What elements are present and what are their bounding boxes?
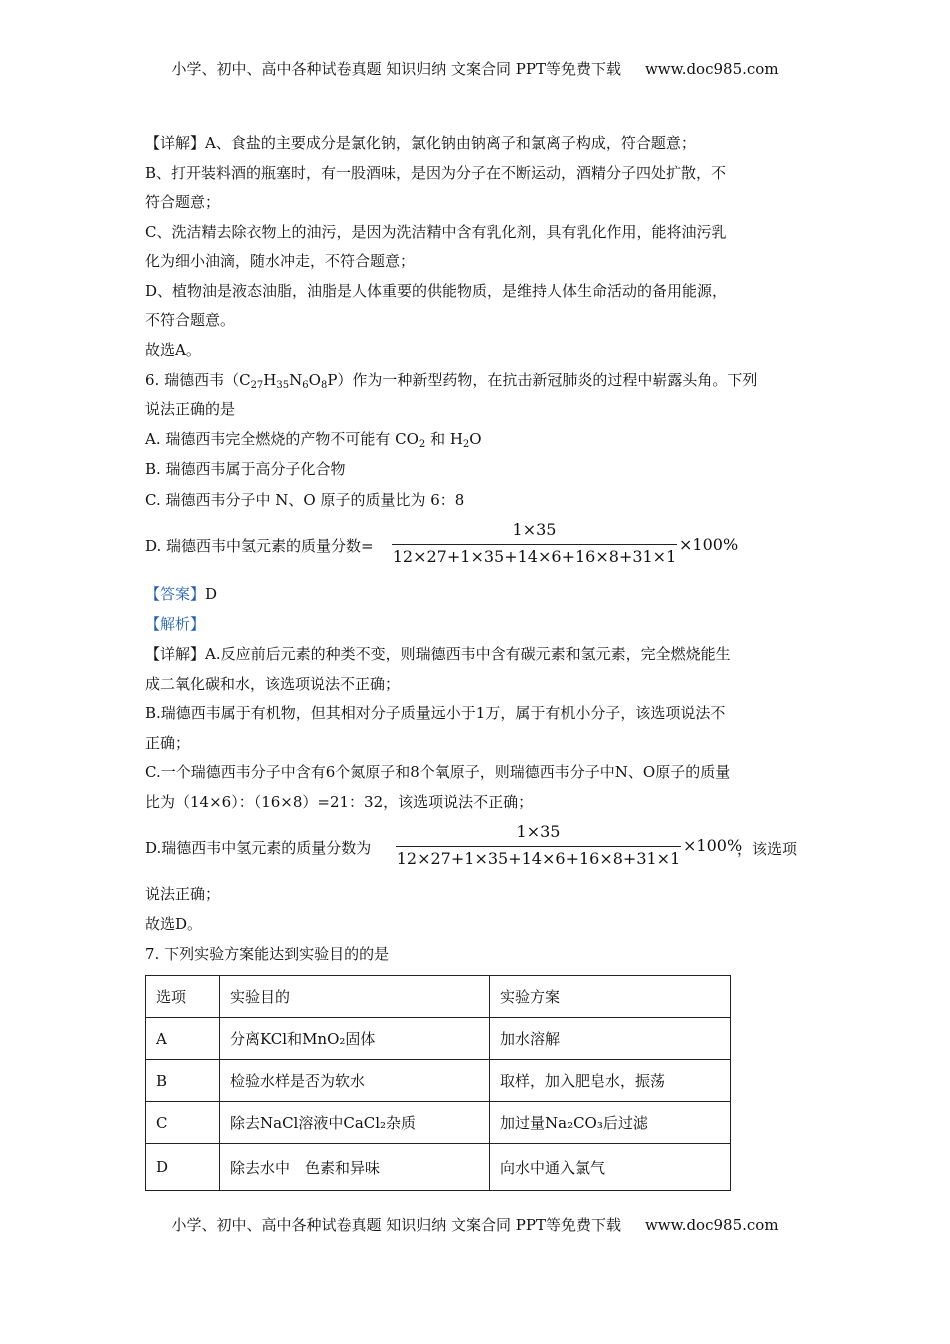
q6-stem-suffix: ）作为一种新型药物，在抗击新冠肺炎的过程中崭露头角。下列 (337, 371, 758, 389)
q6-explain-a1 (145, 644, 731, 664)
table-cell: A (146, 1018, 220, 1060)
detail-tag: 【详解】 (145, 645, 206, 663)
q5-b1: B、打开装料酒的瓶塞时，有一股酒味，是因为分子在不断运动，酒精分子四处扩散，不 (145, 164, 727, 182)
answer-tag: 【答案】 (145, 585, 206, 603)
table-header-row (146, 976, 731, 1018)
fraction-bar (392, 544, 677, 545)
q6-answer (145, 584, 217, 604)
fraction-numerator: 1×35 (516, 822, 561, 841)
page-footer (0, 1214, 950, 1235)
fraction-denominator: 12×27+1×35+14×6+16×8+31×1 (392, 547, 677, 566)
q7-table (145, 975, 731, 1191)
q6-option-b: B. 瑞德西韦属于高分子化合物 (145, 460, 346, 478)
q6-explain-b2: 正确； (145, 734, 191, 752)
table-cell: 加过量Na₂CO₃后过滤 (490, 1102, 731, 1144)
table-cell: 除去NaCl溶液中CaCl₂杂质 (220, 1102, 490, 1144)
q5-c2: 化为细小油滴，随水冲走，不符合题意； (145, 252, 416, 270)
header-cell: 实验目的 (220, 976, 490, 1018)
q6-explain-b1: B.瑞德西韦属于有机物，但其相对分子质量远小于1万，属于有机小分子，该选项说法不 (145, 704, 726, 722)
q6-explain-d-fraction (396, 822, 681, 872)
q5-d2: 不符合题意。 (145, 311, 236, 329)
fraction-numerator: 1×35 (512, 520, 557, 539)
table-cell: D (146, 1144, 220, 1191)
footer-site: www.doc985.com (644, 1216, 779, 1234)
q6-option-d-fraction (392, 520, 677, 570)
q6-explain-d-percent: ×100% (683, 836, 743, 855)
q6-explain-d2: 说法正确； (145, 885, 221, 903)
table-cell: B (146, 1060, 220, 1102)
q6-explain-d-pre: D.瑞德西韦中氢元素的质量分数为 (145, 839, 372, 857)
footer-text: 小学、初中、高中各种试卷真题 知识归纳 文案合同 PPT等免费下载 (171, 1216, 621, 1234)
page-header (0, 58, 950, 79)
header-cell: 选项 (146, 976, 220, 1018)
table-cell: 分离KCl和MnO₂固体 (220, 1018, 490, 1060)
q6-analysis-tag: 【解析】 (145, 615, 206, 633)
header-text: 小学、初中、高中各种试卷真题 知识归纳 文案合同 PPT等免费下载 (171, 60, 621, 78)
q5-c1: C、洗洁精去除衣物上的油污，是因为洗洁精中含有乳化剂，具有乳化作用，能将油污乳 (145, 223, 727, 241)
header-cell: 实验方案 (490, 976, 731, 1018)
answer-value: D (205, 585, 218, 603)
q6-option-c: C. 瑞德西韦分子中 N、O 原子的质量比为 6：8 (145, 491, 465, 509)
table-cell: 检验水样是否为软水 (220, 1060, 490, 1102)
header-site: www.doc985.com (644, 60, 779, 78)
q6-stem-1-full: 6. 瑞德西韦$(C_{27}H_{35}N_6O_8P)$作为一种新型药物，在抗击新冠肺炎的过程中崭露头角。下列 (145, 371, 758, 391)
q6-option-a: A. 瑞德西韦完全燃烧的产物不可能有 $CO_2$ 和 $H_2O$ (145, 430, 482, 450)
q6-explain-d-post: ，该选项 (737, 840, 798, 858)
table-row (146, 1144, 731, 1191)
q6-option-d: D. 瑞德西韦中氢元素的质量分数= (145, 537, 374, 555)
q6-conclusion: 故选D。 (145, 915, 203, 933)
opt-a-end: O (469, 430, 482, 448)
q5-detail-a (145, 133, 696, 153)
q7-stem: 7. 下列实验方案能达到实验目的的是 (145, 945, 390, 963)
q5-b2: 符合题意； (145, 193, 221, 211)
q6-stem-prefix: 6. 瑞德西韦（C (145, 371, 251, 389)
table-row (146, 1018, 731, 1060)
q6-stem-2: 说法正确的是 (145, 400, 236, 418)
q6-explain-a2: 成二氧化碳和水，该选项说法不正确； (145, 675, 401, 693)
table-cell: C (146, 1102, 220, 1144)
explain-a1-text: A.反应前后元素的种类不变，则瑞德西韦中含有碳元素和氢元素，完全燃烧能生 (205, 645, 731, 663)
opt-a-mid: 和 H (425, 430, 463, 448)
table-cell: 除去水中 色素和异味 (220, 1144, 490, 1191)
q5-conclusion: 故选A。 (145, 341, 201, 359)
table-cell: 取样，加入肥皂水，振荡 (490, 1060, 731, 1102)
table-row (146, 1102, 731, 1144)
q5-d1: D、植物油是液态油脂，油脂是人体重要的供能物质，是维持人体生命活动的备用能源， (145, 282, 728, 300)
opt-a-pre: A. 瑞德西韦完全燃烧的产物不可能有 CO (145, 430, 419, 448)
table-cell: 加水溶解 (490, 1018, 731, 1060)
detail-tag: 【详解】 (145, 134, 206, 152)
q6-explain-c1: C.一个瑞德西韦分子中含有6个氮原子和8个氧原子，则瑞德西韦分子中N、O原子的质量 (145, 763, 731, 781)
q5-a-text: A、食盐的主要成分是氯化钠，氯化钠由钠离子和氯离子构成，符合题意； (205, 134, 696, 152)
fraction-bar (396, 846, 681, 847)
table-cell: 向水中通入氯气 (490, 1144, 731, 1191)
fraction-denominator: 12×27+1×35+14×6+16×8+31×1 (396, 849, 681, 868)
q6-explain-c2: 比为（14×6）：（16×8）=21：32，该选项说法不正确； (145, 793, 534, 811)
table-row (146, 1060, 731, 1102)
q6-option-d-percent: ×100% (679, 535, 739, 554)
